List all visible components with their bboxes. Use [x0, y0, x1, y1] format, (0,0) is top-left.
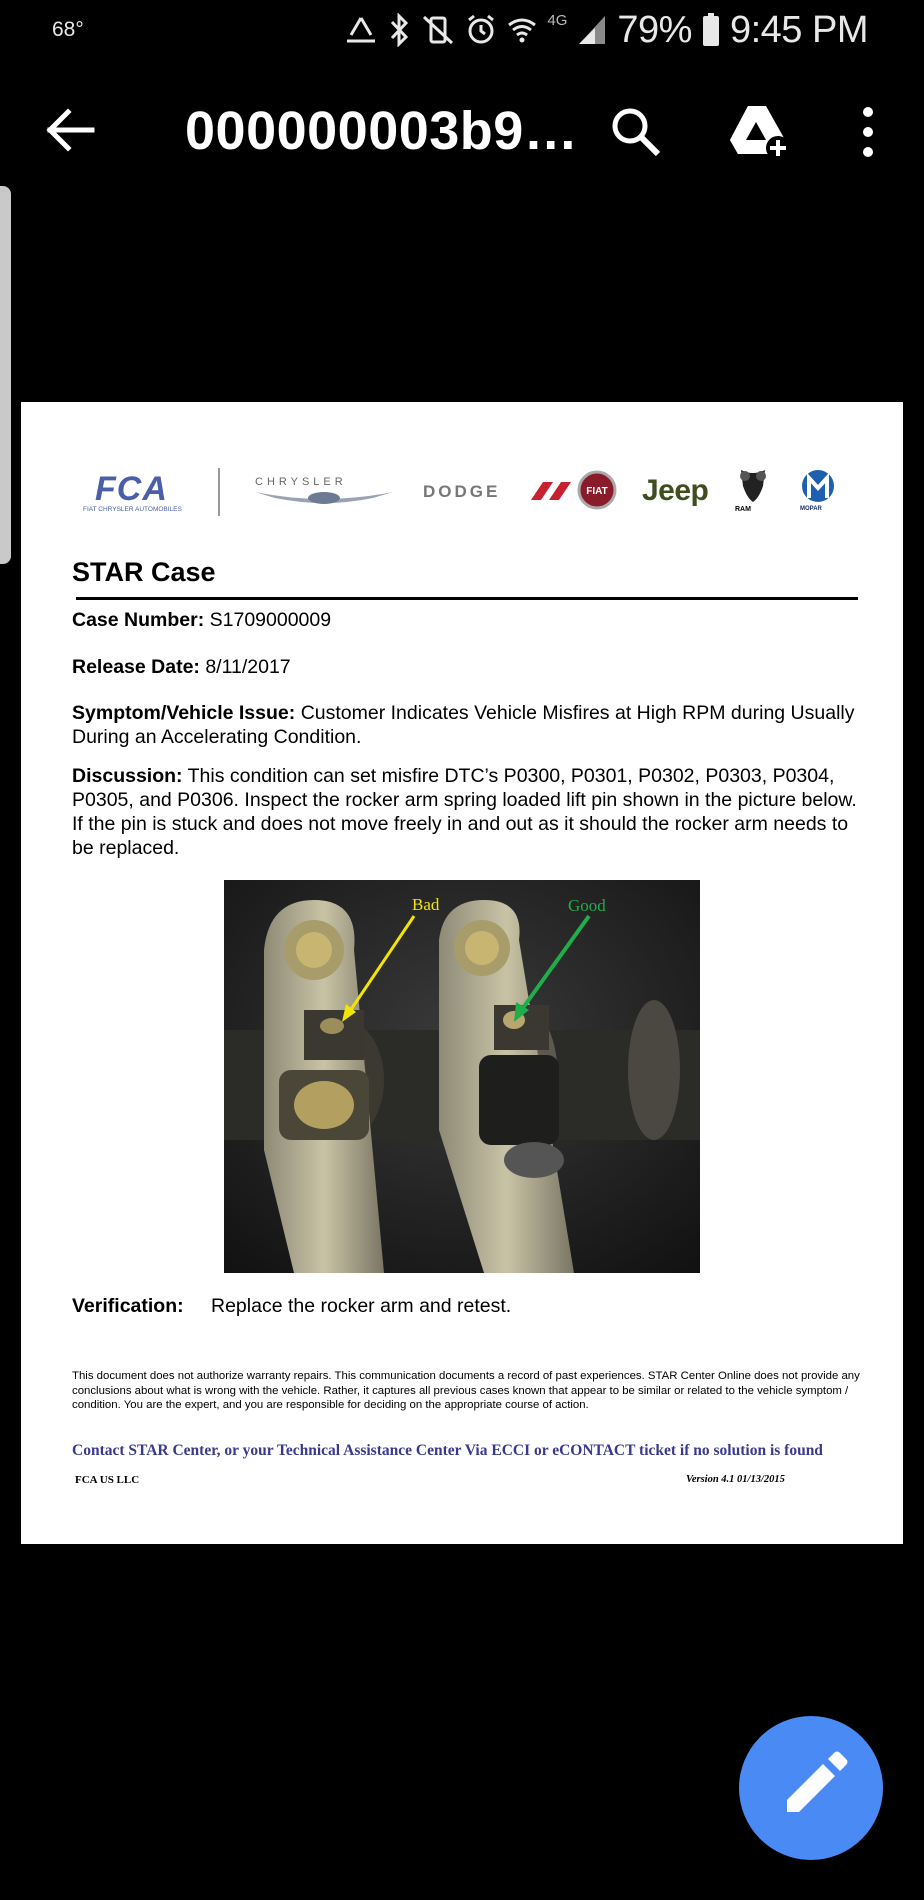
footer-version: Version 4.1 01/13/2015 [686, 1474, 785, 1485]
fca-logo: FCA [95, 470, 168, 508]
photo-label-bad: Bad [412, 895, 440, 914]
network-type: 4G [547, 12, 568, 29]
battery-percent: 79% [617, 8, 692, 51]
chrysler-logo: CHRYSLER [255, 476, 347, 488]
symptom-label: Symptom/Vehicle Issue: [72, 702, 296, 724]
battery-icon [702, 13, 720, 47]
drive-add-icon[interactable] [728, 104, 792, 160]
pencil-icon [739, 1716, 883, 1860]
more-vert-icon[interactable] [848, 104, 888, 160]
arrow-back-icon[interactable] [44, 104, 96, 156]
fiat-logo-icon [577, 468, 617, 512]
dodge-stripes-icon [529, 480, 573, 502]
verification-label: Verification: [72, 1295, 184, 1317]
case-number-line [72, 608, 862, 632]
mopar-logo: MOPAR [800, 506, 822, 512]
case-number-value: S1709000009 [209, 609, 332, 631]
status-icons [343, 8, 868, 52]
edit-button[interactable] [739, 1716, 883, 1860]
release-date-label: Release Date: [72, 656, 200, 678]
release-date-line [72, 655, 862, 679]
recycle-icon [343, 15, 379, 45]
fca-logo-subtitle: FIAT CHRYSLER AUTOMOBILES [83, 506, 182, 513]
verification-value: Replace the rocker arm and retest. [211, 1295, 512, 1317]
verification-line [72, 1295, 512, 1318]
vibrate-mute-icon [421, 14, 455, 46]
mopar-logo-icon [800, 468, 836, 506]
release-date-value: 8/11/2017 [205, 656, 291, 678]
scrollbar-handle[interactable] [0, 186, 11, 564]
signal-icon [577, 14, 607, 46]
case-number-label: Case Number: [72, 609, 205, 631]
page-heading: STAR Case [72, 557, 216, 587]
status-time: 9:45 PM [729, 8, 868, 51]
symptom-value: Customer Indicates Vehicle Misfires at High RPM during Usually During an Accelerating Condition. [72, 702, 855, 748]
heading-rule [76, 597, 858, 600]
dodge-logo: DODGE [423, 482, 501, 501]
contact-text: Contact STAR Center, or your Technical Assistance Center Via ECCI or eCONTACT ticket if no solution is found [72, 1442, 823, 1459]
status-temperature: 68° [52, 18, 84, 41]
svg-text:FIAT: FIAT [586, 486, 608, 497]
rocker-arm-photo [224, 880, 700, 1273]
wifi-icon [507, 15, 537, 45]
alarm-icon [465, 14, 497, 46]
ram-head-icon [737, 468, 769, 504]
jeep-logo: Jeep [642, 474, 709, 507]
photo-label-good: Good [568, 896, 606, 915]
bluetooth-icon [389, 13, 411, 47]
document-page [21, 402, 903, 1544]
discussion-value: This condition can set misfire DTC’s P0300, P0301, P0302, P0303, P0304, P0305, and P0306. Inspect the rocker arm spring loaded lift pin shown in the picture below. If the pin is stuck and does not move freely in and out as it should the rocker arm needs to be replaced. [72, 765, 857, 859]
logo-divider [218, 468, 220, 516]
document-title: 000000003b9… [185, 101, 579, 161]
search-icon[interactable] [610, 106, 662, 158]
discussion-label: Discussion: [72, 765, 183, 787]
ram-logo: RAM [735, 506, 751, 513]
symptom-line [72, 701, 862, 749]
discussion-line [72, 764, 862, 860]
disclaimer-text: This document does not authorize warranty repairs. This communication documents a record of past experiences. STAR Center Online does not provide any conclusions about what is wrong with the vehicle. Rather, it captures all previous cases known that appear to be similar or related to the vehicle symptom / condition. You are the expert, and you are responsible for deciding on the appropriate course of action. [72, 1370, 860, 1411]
footer-company: FCA US LLC [75, 1474, 140, 1486]
